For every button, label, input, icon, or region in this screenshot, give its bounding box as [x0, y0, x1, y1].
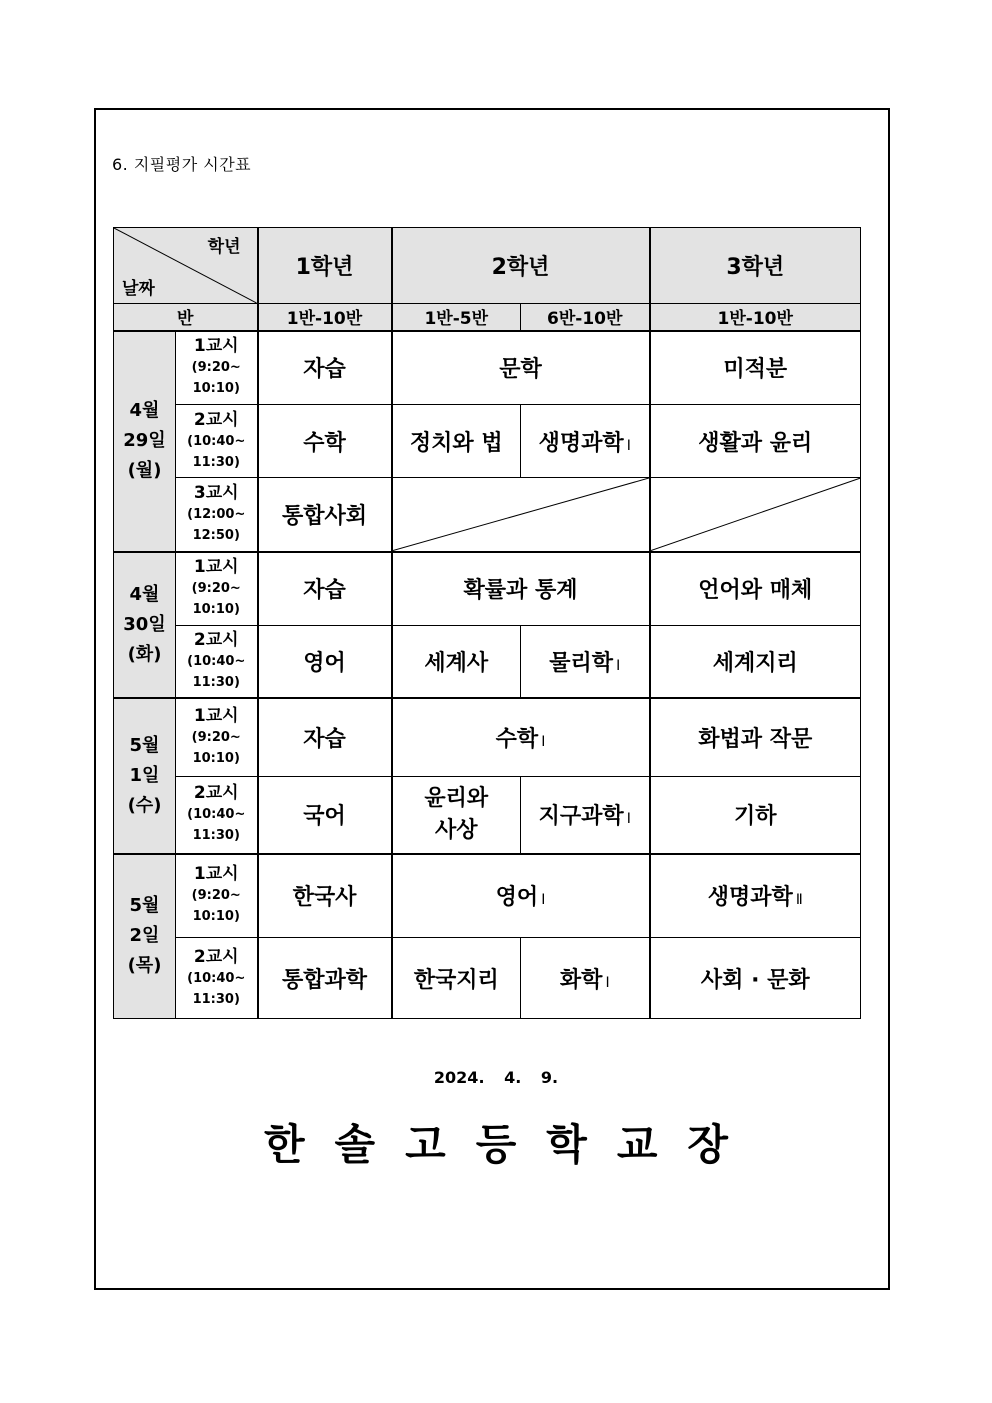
- period-cell: [176, 478, 258, 552]
- exam-subject: [392, 777, 521, 854]
- date-day: 2일: [129, 925, 160, 947]
- exam-subject: 자습: [258, 331, 392, 405]
- subject-level: Ⅰ: [605, 974, 610, 991]
- period-start: (12:00~: [187, 506, 246, 522]
- grade1-header: 1학년: [258, 228, 392, 304]
- period-end: 11:30): [192, 674, 240, 690]
- exam-subject: 세계사: [392, 626, 521, 698]
- exam-subject: 문학: [392, 331, 650, 405]
- empty-slot-diagonal: [651, 478, 861, 551]
- exam-subject: 기하: [650, 777, 861, 854]
- exam-subject: 언어와 매체: [650, 552, 861, 626]
- period-label: 2교시: [193, 946, 239, 967]
- exam-subject: 국어: [258, 777, 392, 854]
- exam-subject: 자습: [258, 552, 392, 626]
- period-label: 1교시: [193, 864, 239, 885]
- exam-timetable: [113, 227, 861, 1019]
- period-start: (10:40~: [187, 807, 246, 823]
- g2-ban-a: 1반-5반: [392, 304, 521, 331]
- date-day: 30일: [123, 613, 166, 635]
- exam-subject: [521, 405, 650, 478]
- period-end: 11:30): [192, 991, 240, 1007]
- exam-subject: 영어: [258, 626, 392, 698]
- period-start: (10:40~: [187, 433, 246, 449]
- period-start: (9:20~: [191, 729, 241, 745]
- date-day: 29일: [123, 430, 166, 451]
- period-start: (10:40~: [187, 970, 246, 986]
- corner-date-label: 날짜: [122, 279, 155, 299]
- subject-level: Ⅰ: [626, 437, 631, 454]
- period-cell: [176, 331, 258, 405]
- date-cell: [114, 854, 176, 1019]
- exam-subject: [392, 698, 650, 777]
- exam-subject: [521, 777, 650, 854]
- g3-ban: 1반-10반: [650, 304, 861, 331]
- period-start: (9:20~: [191, 360, 241, 376]
- issue-date: 2024. 4. 9.: [433, 1068, 559, 1087]
- g1-ban: 1반-10반: [258, 304, 392, 331]
- date-cell: [114, 698, 176, 854]
- exam-subject: [392, 854, 650, 938]
- period-end: 10:10): [192, 909, 240, 925]
- period-cell: [176, 938, 258, 1019]
- period-label: 1교시: [193, 705, 239, 726]
- exam-subject: 화법과 작문: [650, 698, 861, 777]
- subject-level: Ⅰ: [541, 892, 546, 909]
- period-label: 1교시: [193, 557, 239, 578]
- period-end: 12:50): [192, 527, 240, 543]
- period-cell: [176, 698, 258, 777]
- exam-subject: [650, 854, 861, 938]
- date-weekday: (화): [127, 643, 162, 665]
- date-day: 1일: [129, 764, 160, 786]
- period-start: (9:20~: [191, 888, 241, 904]
- date-month: 5월: [129, 895, 160, 917]
- date-weekday: (수): [127, 794, 162, 816]
- subject-name: 영어: [495, 885, 539, 911]
- subject-level: Ⅰ: [616, 657, 621, 674]
- period-end: 10:10): [192, 381, 240, 397]
- period-end: 11:30): [192, 828, 240, 844]
- period-cell: [176, 777, 258, 854]
- subject-level: Ⅱ: [795, 892, 803, 909]
- subject-name: 생명과학: [707, 885, 793, 911]
- subject-name: 생명과학: [538, 430, 624, 456]
- period-end: 10:10): [192, 750, 240, 766]
- period-cell: [176, 552, 258, 626]
- ban-label: 반: [114, 304, 258, 331]
- g2-ban-b: 6반-10반: [521, 304, 650, 331]
- date-month: 5월: [129, 734, 160, 756]
- date-month: 4월: [129, 400, 160, 421]
- period-label: 2교시: [193, 409, 239, 430]
- section-title: 6. 지필평가 시간표: [112, 155, 252, 174]
- date-cell: [114, 552, 176, 698]
- period-label: 3교시: [193, 482, 239, 503]
- subject-name: 물리학: [549, 650, 614, 676]
- exam-subject: [521, 938, 650, 1019]
- period-end: 11:30): [192, 454, 240, 470]
- exam-subject: 한국지리: [392, 938, 521, 1019]
- exam-subject: 생활과 윤리: [650, 405, 861, 478]
- subject-name: 수학: [495, 726, 539, 752]
- period-start: (9:20~: [191, 581, 241, 597]
- grade3-header: 3학년: [650, 228, 861, 304]
- subject-line: 윤리와: [424, 785, 489, 811]
- exam-subject: [521, 626, 650, 698]
- period-label: 2교시: [193, 629, 239, 650]
- corner-grade-label: 학년: [207, 237, 241, 257]
- header-corner: [114, 228, 258, 304]
- subject-line: 사상: [434, 817, 478, 843]
- exam-subject: 확률과 통계: [392, 552, 650, 626]
- subject-level: Ⅰ: [541, 733, 546, 750]
- exam-subject: 미적분: [650, 331, 861, 405]
- date-weekday: (목): [127, 955, 162, 977]
- period-label: 1교시: [193, 336, 239, 357]
- empty-slot: [392, 478, 650, 552]
- empty-slot-diagonal: [393, 478, 649, 551]
- subject-name: 지구과학: [538, 804, 624, 830]
- exam-subject: 통합과학: [258, 938, 392, 1019]
- empty-slot: [650, 478, 861, 552]
- school-principal: 한솔고등학교장: [263, 1120, 758, 1169]
- period-end: 10:10): [192, 602, 240, 618]
- period-cell: [176, 405, 258, 478]
- exam-subject: 수학: [258, 405, 392, 478]
- period-start: (10:40~: [187, 653, 246, 669]
- period-cell: [176, 854, 258, 938]
- period-cell: [176, 626, 258, 698]
- date-weekday: (월): [127, 460, 162, 481]
- period-label: 2교시: [193, 783, 239, 804]
- date-cell: [114, 331, 176, 552]
- date-month: 4월: [129, 583, 160, 605]
- grade2-header: 2학년: [392, 228, 650, 304]
- exam-subject: 한국사: [258, 854, 392, 938]
- subject-name: 화학: [559, 967, 603, 993]
- exam-subject: 자습: [258, 698, 392, 777]
- exam-subject: 통합사회: [258, 478, 392, 552]
- exam-subject: 세계지리: [650, 626, 861, 698]
- exam-subject: 정치와 법: [392, 405, 521, 478]
- exam-subject: 사회 · 문화: [650, 938, 861, 1019]
- subject-level: Ⅰ: [626, 811, 631, 828]
